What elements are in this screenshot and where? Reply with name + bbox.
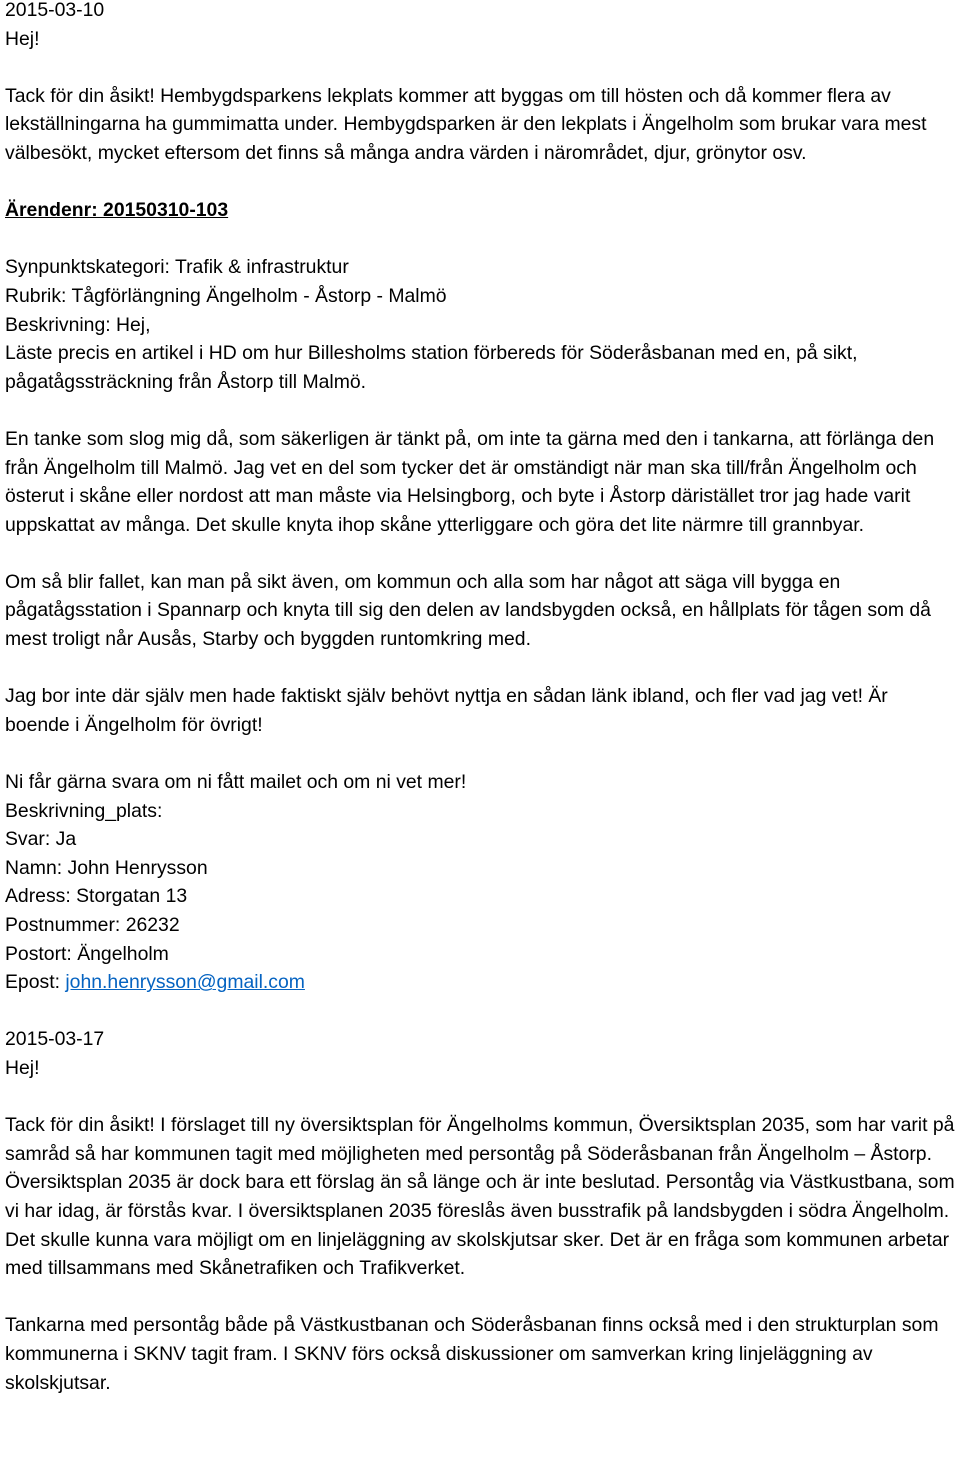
contact-email-link[interactable]: john.henrysson@gmail.com: [65, 971, 305, 994]
case-category: Synpunktskategori: Trafik & infrastruktur: [5, 256, 349, 279]
contact-address: Adress: Storgatan 13: [5, 885, 188, 908]
reply-greeting: Hej!: [5, 27, 40, 50]
contact-city: Postort: Ängelholm: [5, 942, 169, 965]
reply-date: 2015-03-17: [5, 1028, 105, 1051]
case-paragraph: En tanke som slog mig då, som säkerligen är tänkt på, om inte ta gärna med den i tankarna, att förlänga den från Ängelholm till Malmö. Jag vet en del som tycker det är omständigt när man ska till/från Ängelholm och österut i skåne eller nordost att man måste via Helsingborg, och byte i Åstorp däristället tror jag hade varit uppskattat av många. Det skulle knyta ihop skåne ytterliggare och göra det lite närmre till grannbyar.: [5, 427, 935, 536]
document-page: [5, 0, 957, 1397]
case-subject: Rubrik: Tågförlängning Ängelholm - Åstorp - Malmö: [5, 284, 447, 307]
case-number: Ärendenr: 20150310-103: [5, 199, 229, 222]
reply-paragraph: Tankarna med persontåg både på Västkustbanan och Söderåsbanan finns också med i den strukturplan som kommunerna i SKNV tagit fram. I SKNV förs också diskussioner om samverkan kring linjeläggning av skolskjutsar.: [5, 1314, 939, 1394]
case-paragraph: Om så blir fallet, kan man på sikt även, om kommun och alla som har något att säga vill bygga en pågatågsstation i Spannarp och knyta till sig den delen av landsbygden också, en hållplats för tågen som då mest troligt når Ausås, Starby och byggden runtomkring med.: [5, 570, 931, 651]
case-answer: Svar: Ja: [5, 828, 77, 851]
case-place-label: Beskrivning_plats:: [5, 799, 163, 822]
reply-date: 2015-03-10: [5, 0, 105, 21]
reply-paragraph: Tack för din åsikt! I förslaget till ny översiktsplan för Ängelholms kommun, Översiktsplan 2035, som har varit på samråd så har kommunen tagit med möjligheten med persontåg på Söderåsbanan från Ängelholm – Åstorp. Översiktsplan 2035 är dock bara ett förslag än så länge och är inte beslutad. Persontåg via Västkustbana, som vi har idag, är förstås kvar. I översiktsplanen 2035 föreslås även busstrafik på landsbygden i södra Ängelholm. Det skulle kunna vara möjligt om en linjeläggning av skolskjutsar sker. Det är en fråga som kommunen arbetar med tillsammans med Skånetrafiken och Trafikverket.: [5, 1114, 955, 1280]
case-paragraph: Jag bor inte där själv men hade faktiskt själv behövt nyttja en sådan länk ibland, och fler vad jag vet! Är boende i Ängelholm för övrigt!: [5, 685, 888, 736]
contact-email-label: Epost:: [5, 971, 66, 994]
reply-body: Tack för din åsikt! Hembygdsparkens lekplats kommer att byggas om till hösten och då kommer flera av lekställningarna ha gummimatta under. Hembygdsparken är den lekplats i Ängelholm som brukar vara mest välbesökt, mycket eftersom det finns så många andra värden i närområdet, djur, grönytor osv.: [5, 84, 927, 164]
case-closing: Ni får gärna svara om ni fått mailet och om ni vet mer!: [5, 771, 467, 794]
case-paragraph: Läste precis en artikel i HD om hur Billesholms station förbereds för Söderåsbanan med en, på sikt, pågatågssträckning från Åstorp till Malmö.: [5, 342, 858, 393]
reply-greeting: Hej!: [5, 1056, 40, 1079]
contact-name: Namn: John Henrysson: [5, 856, 208, 879]
contact-postal-code: Postnummer: 26232: [5, 914, 180, 936]
contact-email-row: [5, 968, 957, 997]
case-description-label: Beskrivning: Hej,: [5, 313, 151, 336]
